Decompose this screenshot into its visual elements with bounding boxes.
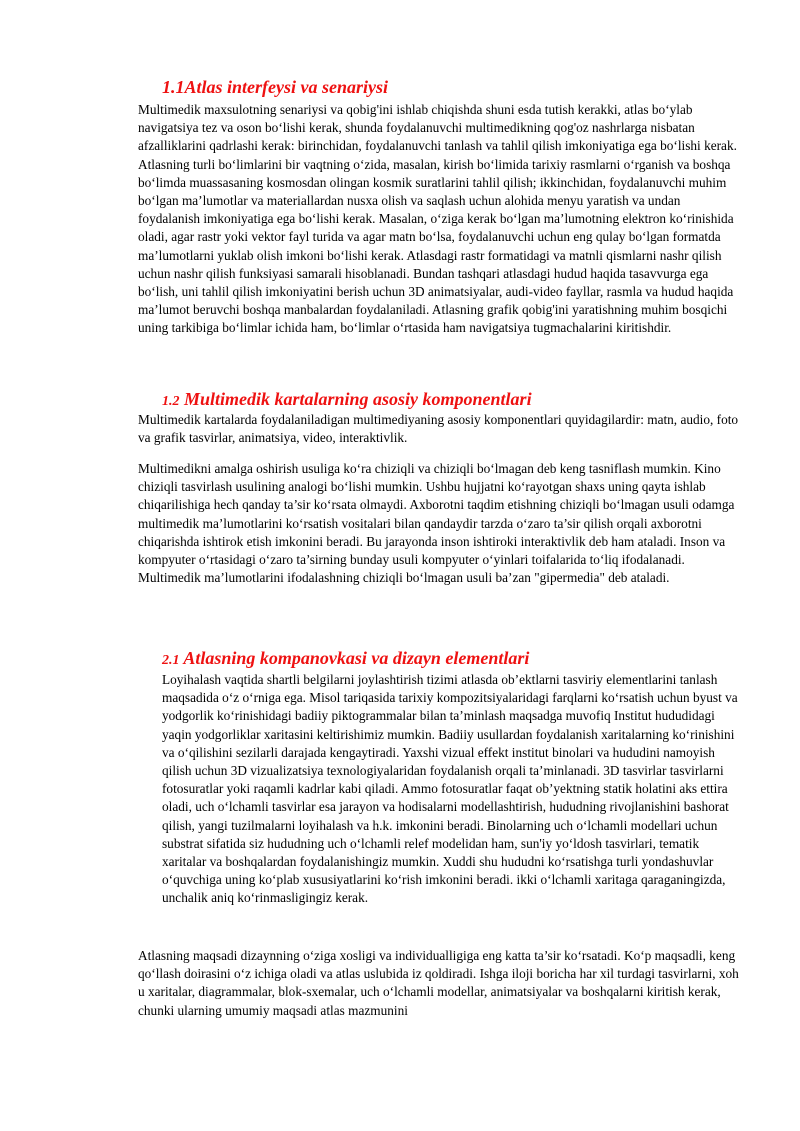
section-heading-2-1 xyxy=(162,647,529,672)
paragraph: Multimedik maxsulotning senariysi va qobig'ini ishlab chiqishda shuni esda tutish kerakki, atlas bo‘ylab navigatsiya tez va oson bo‘lishi kerak, shunda foydalanuvchi multimedikning qog'oz nashrlarga nisbatan afzalliklarini qadrlashi kerak: birinchidan, foydalanuvchi tanlash va tahlil qilish imkoniyatiga ega bo‘lishi kerak. Atlasning turli bo‘limlarini bir vaqtning o‘zida, masalan, kirish bo‘limida tarixiy rasmlarni o‘rganish va boshqa bo‘limda muassasaning kosmosdan olingan kosmik suratlarini tahlil qilish; ikkinchidan, foydalanuvchi muhim bo‘lgan ma’lumotlar va materiallardan nusxa olish va saqlash uchun alohida menyu yaratish va undan foydalanish imkoniyatiga ega bo‘lishi kerak. Masalan, o‘ziga kerak bo‘lgan ma’lumotning elektron ko‘rinishida oladi, agar rastr yoki vektor fayl turida va agar matn bo‘lsa, foydalanuvchi uchun eng qulay bo‘lgan formatda ma’lumotlarni yuklab olish imkoni bo‘lishi kerak. Atlasdagi rastr formatidagi va matnli qismlarni nashr qilish uchun nashr qilish funksiyasi samarali hisoblanadi. Bundan tashqari atlasdagi hudud haqida tasavvurga ega bo‘lish, uni tahlil qilish imkoniyatini berish uchun 3D animatsiyalar, audi-video fayllar, rasmla va hudud haqida ma’lumot beruvchi boshqa manbalardan foydalaniladi. Atlasning grafik qobig'ini yaratishning muhim bosqichi uning tarkibiga bo‘limlar ichida ham, bo‘limlar o‘rtasida ham navigatsiya tugmachalarini kiritishdir. xyxy=(138,102,737,336)
paragraph: Multimedikni amalga oshirish usuliga ko‘ra chiziqli va chiziqli bo‘lmagan deb keng tasniflash mumkin. Kino chiziqli tasvirlash usulining analogi bo‘lishi mumkin. Ushbu hujjatni ko‘rayotgan shaxs uning qayta ishlab chiqarilishiga hech qanday ta’sir ko‘rsata olmaydi. Axborotni taqdim etishning chiziqli bo‘lmagan usuli odamga multimedik ma’lumotlarini ko‘rsatish vositalari bilan qandaydir tarzda o‘zaro ta’sir qilish orqali axborotni chiqarishda ishtirok etish imkonini beradi. Bu jarayonda inson ishtiroki interaktivlik deb ham ataladi. Inson va kompyuter o‘rtasidagi o‘zaro ta’sirning bunday usuli kompyuter o‘yinlari toifalarida to‘liq ifodalanadi. Multimedik ma’lumotlarini ifodalashning chiziqli bo‘lmagan usuli ba’zan "gipermedia" deb ataladi. xyxy=(138,461,735,586)
section-number: 2.1 xyxy=(162,653,180,668)
section-heading-1-1 xyxy=(162,76,388,98)
section-number: 1.2 xyxy=(162,394,180,409)
section-title: Atlasning kompanovkasi va dizayn elementlari xyxy=(183,648,530,668)
paragraph: Loyihalash vaqtida shartli belgilarni joylashtirish tizimi atlasda ob’ektlarni tasviriy elementlarini tanlash maqsadida o‘z o‘rniga ega. Misol tariqasida tarixiy kompozitsiyalaridagi farqlarni ko‘rsatish uchun byust va yodgorlik ko‘rinishidagi badiiy piktogrammalar bilan ta’minlash maqsadga muvofiq Institut hududidagi yaqin yodgorliklar xaritasini keltirishimiz mumkin. Badiiy usullardan foydalanish xaritalarning ko‘rinishini va o‘qilishini sezilarli darajada kengaytiradi. Yaxshi vizual effekt institut binolari va hududini namoyish qilish uchun 3D vizualizatsiya texnologiyalaridan foydalanish orqali ta’minlanadi. 3D tasvirlar tasvirlarni fotosuratlar yoki raqamli kadrlar kabi qiladi. Ammo fotosuratlar faqat ob’yektning statik holatini aks ettira oladi, uch o‘lchamli tasvirlar esa jarayon va hodisalarni modellashtirish, hududning rivojlanishini bashorat qilish, yangi tuzilmalarni loyihalash va h.k. imkonini beradi. Binolarning uch o‘lchamli modellari uchun substrat sifatida siz hududning uch o‘lchamli relef modelidan ham, sun'iy yo‘ldosh tasvirlari, tematik xaritalar va boshqalardan foydalanishingiz mumkin. Xuddi shu hududni ko‘rsatishga turli yondashuvlar o‘quvchiga uning ko‘plab xususiyatlarini ko‘rish imkonini beradi. ikki o‘lchamli xaritaga qaraganingizda, unchalik aniq ko‘rinmasligingiz kerak. xyxy=(162,672,738,906)
section-title: Multimedik kartalarning asosiy komponentlari xyxy=(184,389,532,409)
paragraph: Multimedik kartalarda foydalaniladigan multimediyaning asosiy komponentlari quyidagilardir: matn, audio, foto va grafik tasvirlar, animatsiya, video, interaktivlik. xyxy=(138,412,739,446)
section-title: Atlas interfeysi va senariysi xyxy=(184,77,388,97)
section-heading-1-2 xyxy=(162,388,532,413)
paragraph: Atlasning maqsadi dizaynning o‘ziga xosligi va individualligiga eng katta ta’sir ko‘rsatadi. Ko‘p maqsadli, keng qo‘llash doirasini o‘z ichiga oladi va atlas uslubida iz qoldiradi. Ishga iloji boricha har xil turdagi tasvirlarni, xoh u xaritalar, diagrammalar, blok-sxemalar, uch o‘lchamli modellar, animatsiyalar va boshqalarni kiritish kerak, chunki ularning umumiy maqsadi atlas mazmunini xyxy=(138,948,739,1018)
section-number: 1.1 xyxy=(162,77,185,97)
